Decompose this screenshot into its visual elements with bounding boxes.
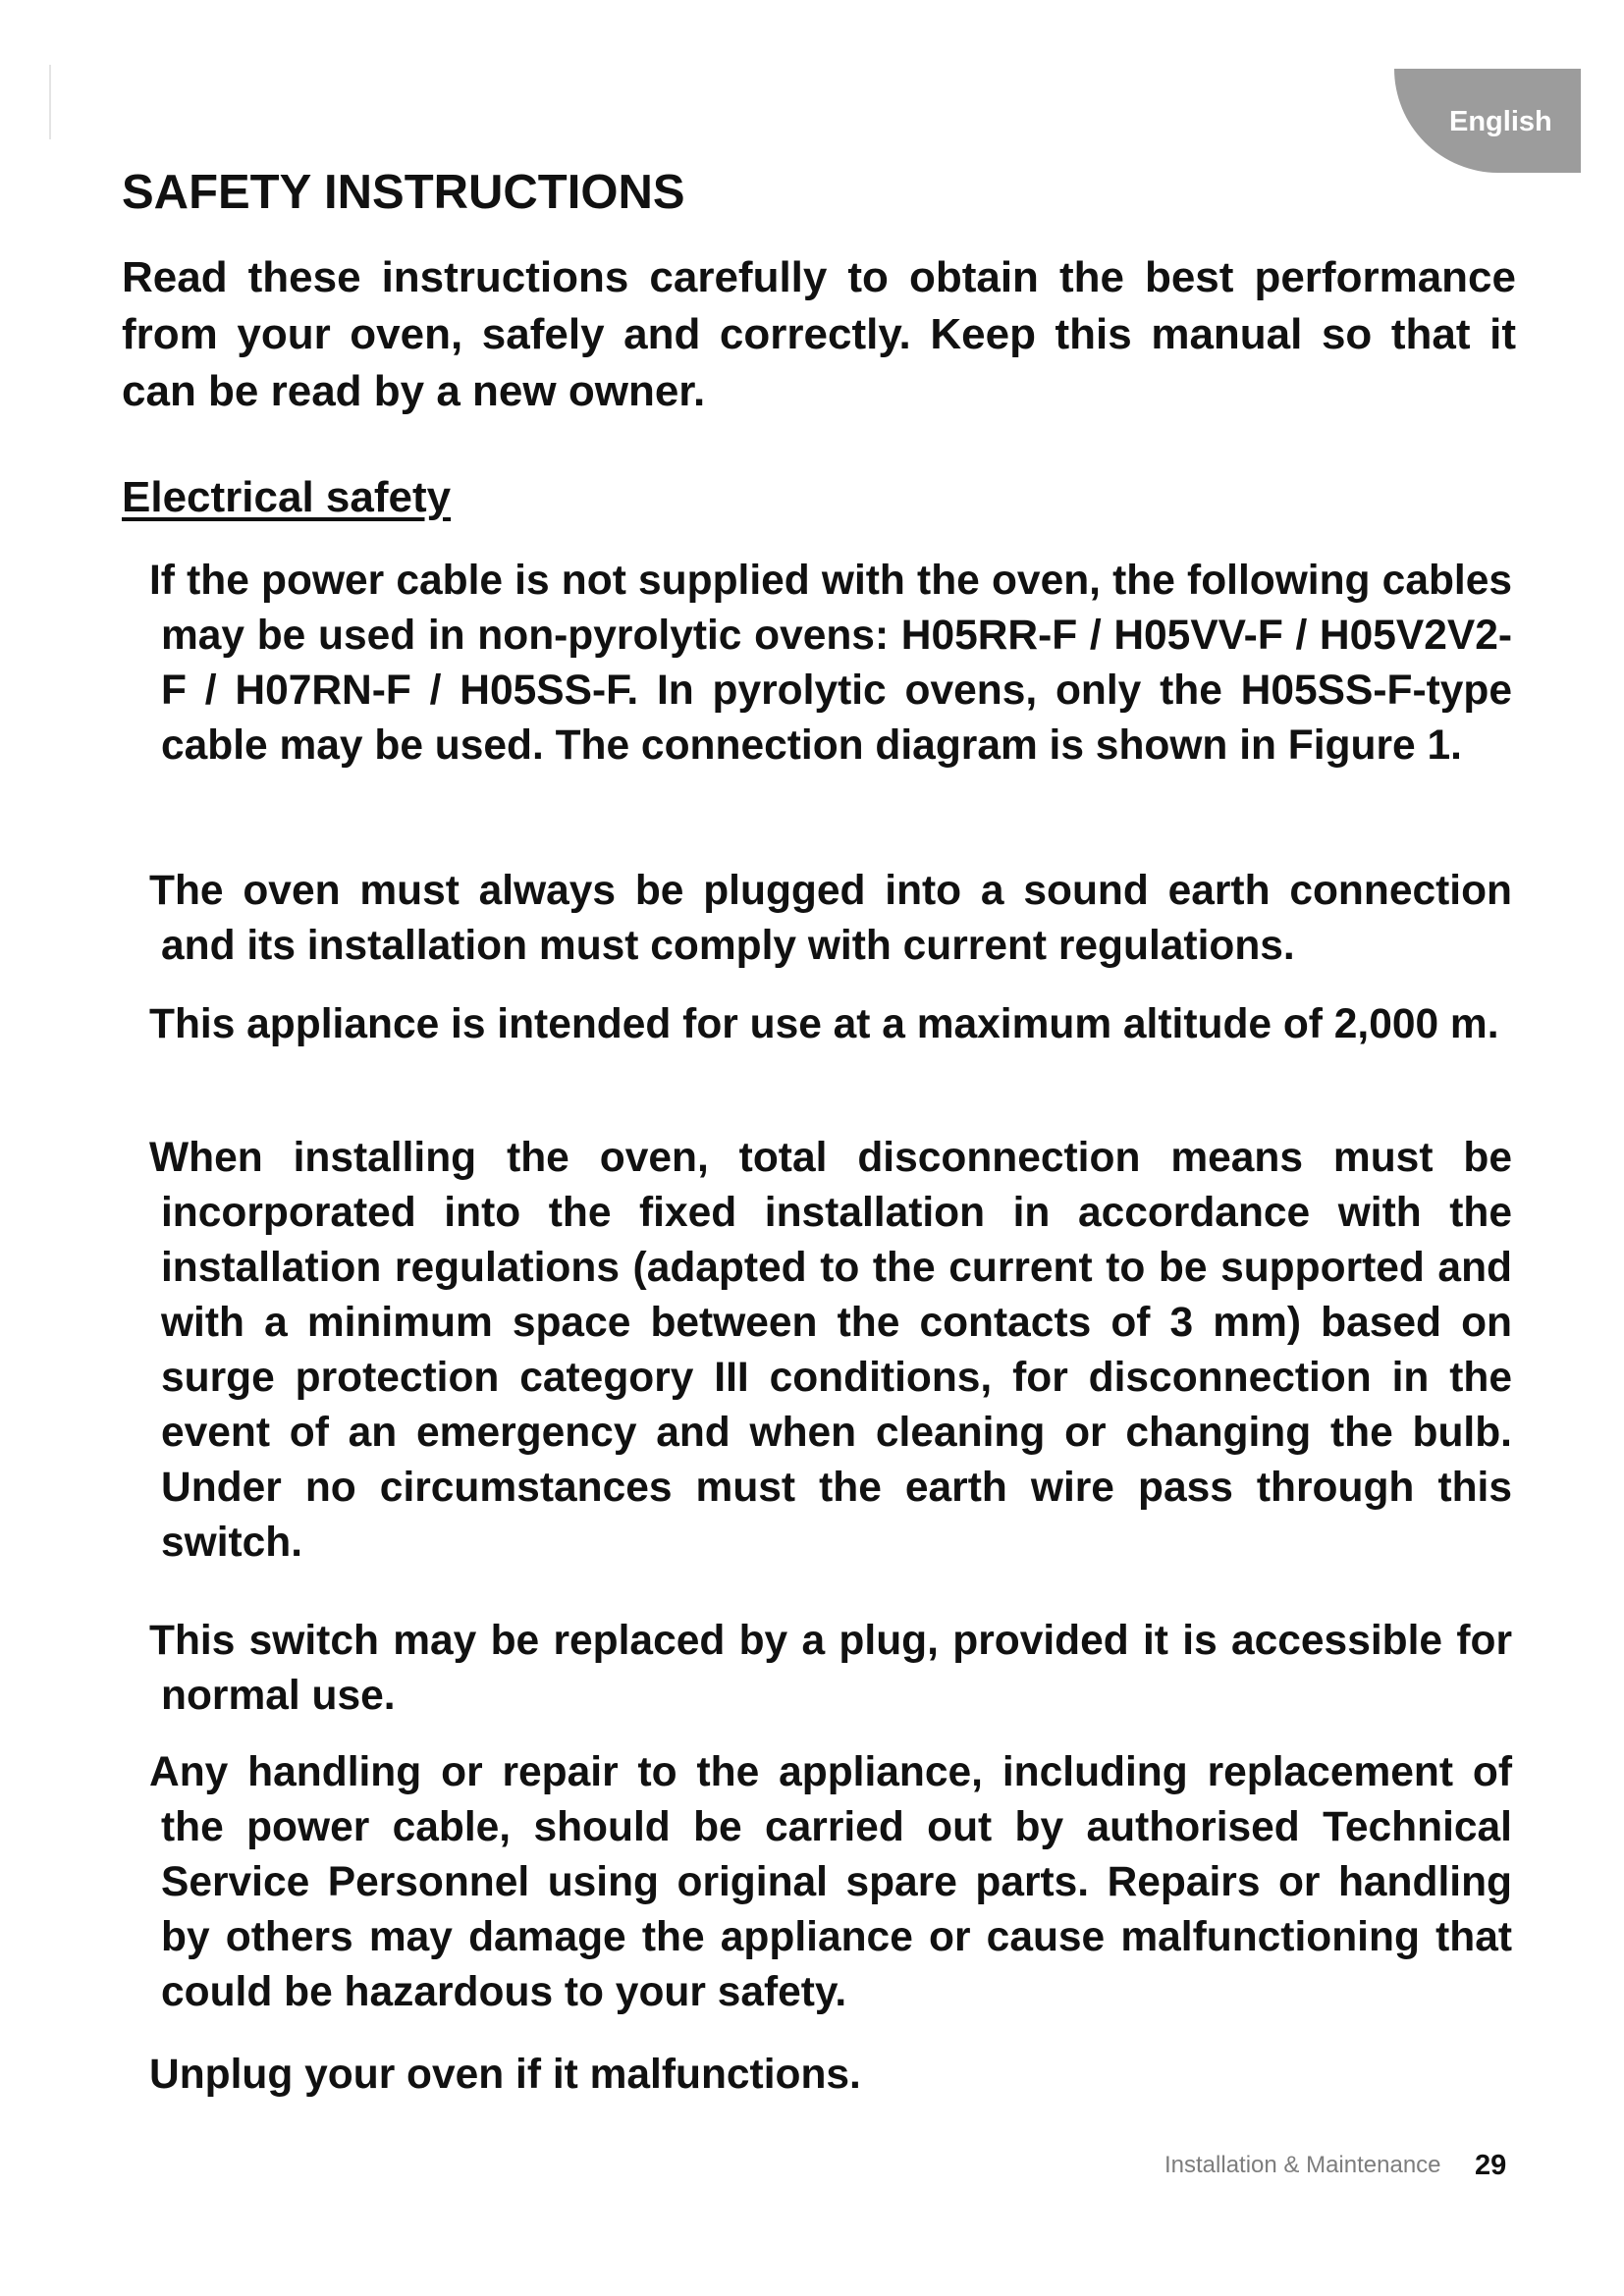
page-edge-mark [49,65,51,139]
paragraph-earth-connection: The oven must always be plugged into a sound earth connection and its installation must comply with current regulations. [149,868,1512,969]
paragraph-switch-plug: This switch may be replaced by a plug, provided it is accessible for normal use. [149,1618,1512,1719]
language-tab [1394,69,1581,173]
section-heading-electrical-safety: Electrical safety [122,473,452,521]
paragraph-repairs: Any handling or repair to the appliance, including replacement of the power cable, should be carried out by authorised Technical Service Personnel using original spare parts. Repairs or handling by others may damage the appliance or cause malfunctioning that could be hazardous to your safety. [149,1749,1512,2015]
paragraph-altitude: This appliance is intended for use at a maximum altitude of 2,000 m. [149,1001,1499,1047]
footer-section-label: Installation & Maintenance [1164,2152,1441,2178]
paragraph-power-cable: If the power cable is not supplied with the oven, the following cables may be used in non-pyrolytic ovens: H05RR-F / H05VV-F / H05V2V2-F / H07RN-F / H05SS-F. In pyrolytic ovens, only the H05SS-F-type cable may be used. The connection diagram is shown in Figure 1. [149,558,1512,769]
page-title: SAFETY INSTRUCTIONS [122,166,685,219]
paragraph-unplug: Unplug your oven if it malfunctions. [149,2052,861,2098]
paragraph-disconnection-means: When installing the oven, total disconnection means must be incorporated into the fixed installation in accordance with the installation regulations (adapted to the current to be supported and with a minimum space between the contacts of 3 mm) based on surge protection category III conditions, for disconnection in the event of an emergency and when cleaning or changing the bulb. Under no circumstances must the earth wire pass through this switch. [149,1135,1512,1566]
footer-page-number: 29 [1475,2150,1507,2181]
language-tab-label: English [1449,106,1552,137]
intro-paragraph: Read these instructions carefully to obtain the best performance from your oven, safely and correctly. Keep this manual so that it can be read by a new owner. [122,253,1516,415]
